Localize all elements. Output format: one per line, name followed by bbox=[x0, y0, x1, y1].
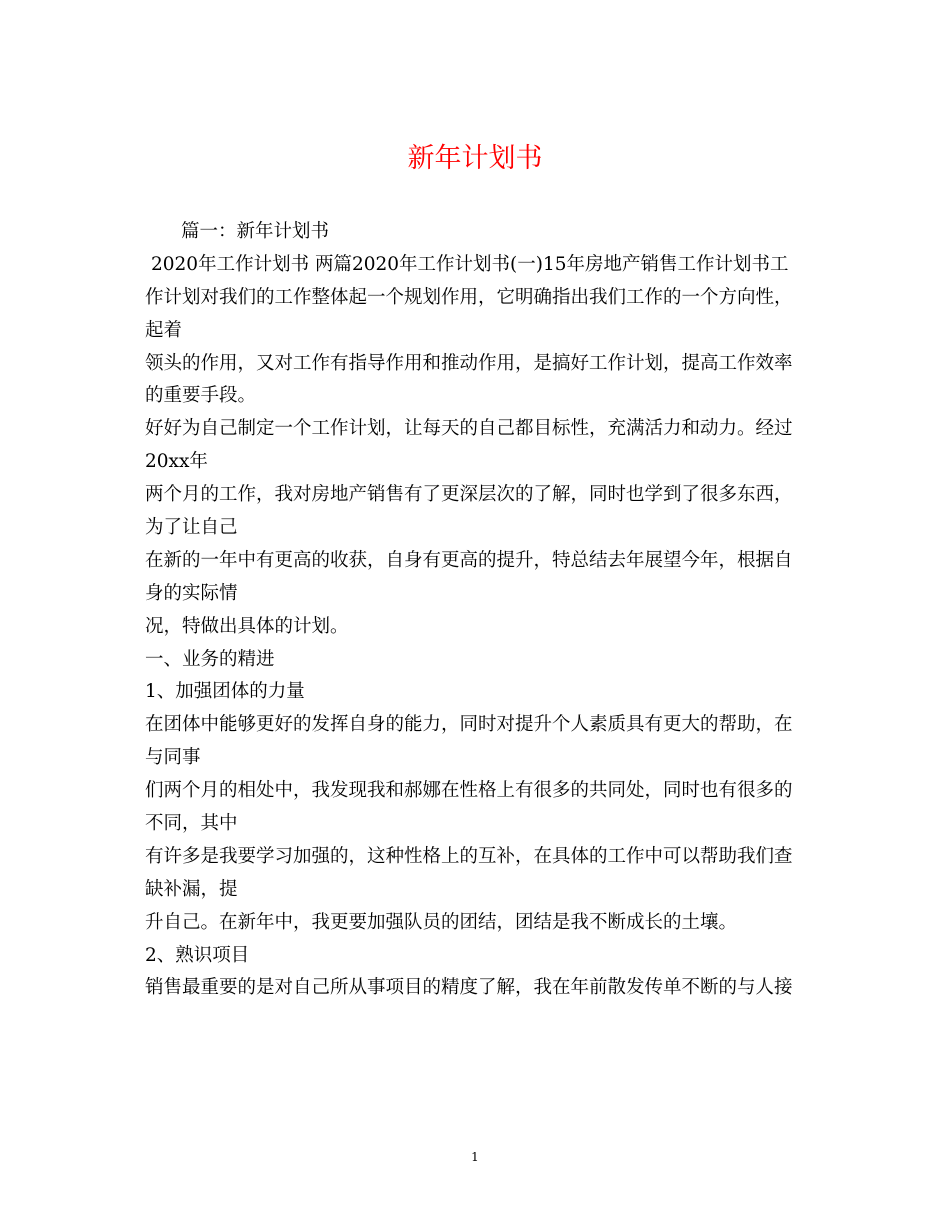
text-line: 缺补漏，提 bbox=[145, 878, 238, 900]
page-number: 1 bbox=[471, 1150, 479, 1164]
text-line: 好好为自己制定一个工作计划，让每天的自己都目标性，充满活力和动力。经过 bbox=[145, 418, 793, 440]
text-line: 在团体中能够更好的发挥自身的能力，同时对提升个人素质具有更大的帮助，在 bbox=[145, 714, 793, 736]
subsection-heading: 2、熟识项目 bbox=[145, 944, 250, 966]
document-body bbox=[145, 216, 805, 1005]
text-line: 篇一：新年计划书 bbox=[181, 221, 330, 242]
text-line: 身的实际情 bbox=[145, 582, 238, 604]
text-line: 有许多是我要学习加强的，这种性格上的互补，在具体的工作中可以帮助我们查 bbox=[145, 845, 793, 867]
text-line: 领头的作用，又对工作有指导作用和推动作用，是搞好工作计划，提高工作效率 bbox=[145, 352, 793, 374]
document-title: 新年计划书 bbox=[407, 143, 543, 174]
text-line: 况，特做出具体的计划。 bbox=[145, 615, 349, 637]
text-line: 的重要手段。 bbox=[145, 385, 257, 407]
text-line: 两个月的工作，我对房地产销售有了更深层次的了解，同时也学到了很多东西， bbox=[145, 484, 793, 506]
text-line: 们两个月的相处中，我发现我和郝娜在性格上有很多的共同处，同时也有很多的 bbox=[145, 780, 793, 802]
text-line: 20xx年 bbox=[145, 451, 208, 473]
subsection-heading: 1、加强团体的力量 bbox=[145, 681, 305, 703]
text-line: 升自己。在新年中，我更要加强队员的团结，团结是我不断成长的土壤。 bbox=[145, 911, 738, 933]
text-line: 销售最重要的是对自己所从事项目的精度了解，我在年前散发传单不断的与人接 bbox=[145, 977, 793, 999]
text-line: 在新的一年中有更高的收获，自身有更高的提升，特总结去年展望今年，根据自 bbox=[145, 549, 793, 571]
text-line: 与同事 bbox=[145, 747, 201, 769]
text-line: 为了让自己 bbox=[145, 517, 238, 539]
section-heading: 一、业务的精进 bbox=[145, 648, 275, 670]
text-line: 起着 bbox=[145, 319, 183, 341]
text-line: 作计划对我们的工作整体起一个规划作用，它明确指出我们工作的一个方向性， bbox=[145, 286, 793, 308]
text-line: 2020年工作计划书 两篇2020年工作计划书(一)15年房地产销售工作计划书工 bbox=[151, 253, 789, 275]
text-line: 不同，其中 bbox=[145, 813, 238, 835]
